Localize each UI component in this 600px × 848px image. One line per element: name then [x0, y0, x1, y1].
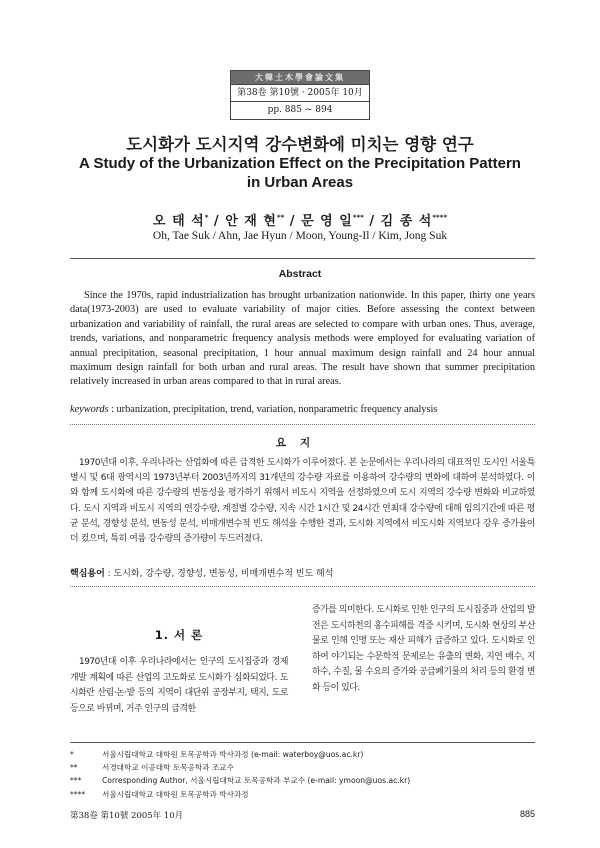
- korean-summary-body: 1970년대 이후, 우리나라는 산업화에 따른 급격한 도시화가 이루어졌다. 본 논문에서는 우리나라의 대표적인 도시인 서울특별시 및 6대 광역시의 1973년부터 2003년까지의 31개년의 강수량 자료를 이용하여 강수량의 변화에 대하여 분석하였다. 이와 함께 도시화에 따른 강수량의 변동성을 평가하기 위해서 비도시 지역을 선정하였으며 도시 지역의 강수량 변화와 비교하였다. 도시 지역과 비도시 지역의 연강수량, 계절별 강수량, 지속 시간 1시간 및 24시간 연최대 강수량에 대해 임의기간에 따른 평균 분석, 경향성 분석, 변동성 분석, 비매개변수적 빈도 해석을 수행한 결과, 도시화 지역에서 비도시화 지역보다 강우 증가율이 더 컸으며, 특히 여름 강수량의 증가량이 두드러졌다.: [70, 458, 535, 545]
- author-name: 김 종 석: [380, 214, 433, 229]
- footnote-mark: ***: [70, 776, 82, 786]
- author-mark: ****: [432, 213, 447, 222]
- paper-title-english: [0, 154, 600, 192]
- footnote-mark: *: [70, 750, 74, 759]
- intro-left-column: 1970년대 이후 우리나라에서는 인구의 도시집중과 경제개발 계획에 따른 산업의 고도화로 도시화가 심화되었다. 도시화란 산림·논·밭 등의 지역이 대단위 공장부지, 택지, 도로 등으로 바뀌며, 거주 인구의 급격한: [70, 657, 288, 714]
- keywords-rule: [70, 424, 535, 425]
- abstract-heading: Abstract: [278, 268, 322, 280]
- footnote-text: Corresponding Author, 서울시립대학교 토목공학과 부교수 (e-mail: ymoon@uos.ac.kr): [102, 776, 411, 786]
- core-keywords-text: : 도시화, 강수량, 경향성, 변동성, 비매개변수적 빈도 해석: [104, 569, 334, 579]
- journal-volume: 第38卷 第10號 · 2005年 10月: [231, 84, 369, 101]
- footnote-mark: ****: [70, 789, 86, 799]
- author-separator: /: [289, 214, 302, 229]
- journal-name: 大韓土木學會論文集: [231, 71, 369, 84]
- keywords: [70, 404, 535, 415]
- paper-title-english-line1: A Study of the Urbanization Effect on the Precipitation Pattern: [79, 155, 521, 172]
- author-separator: /: [369, 214, 381, 229]
- core-keywords-label: 핵심용어: [70, 569, 105, 579]
- footnote-text: 서울시립대학교 대학원 토목공학과 박사과정: [102, 789, 249, 799]
- author-name: 안 재 현: [225, 214, 277, 229]
- author-mark: *: [204, 213, 209, 222]
- author-mark: **: [276, 213, 285, 222]
- footnote: [70, 774, 535, 787]
- keywords-label: keywords: [70, 404, 109, 415]
- footnote-rule: [70, 742, 535, 743]
- paper-title-korean: 도시화가 도시지역 강수변화에 미치는 영향 연구: [126, 135, 474, 154]
- intro-right-column: 증가를 의미한다. 도시화로 인한 인구의 도시집중과 산업의 발전은 도시하천의 홍수피해를 격증 시키며, 도시화 현상의 부산물로 인해 인명 또는 재산 피해가 급증하고 있다. 도시화로 인하여 야기되는 수문학적 문제로는 유출의 변화, 지연 배수, 지하수, 수질, 물 수요의 증가와 공급폐기물의 처리 등의 환경 변화 등이 있다.: [312, 605, 535, 693]
- footnote-text: 서울시립대학교 대학원 토목공학과 박사과정 (e-mail: waterboy@uos.ac.kr): [102, 750, 364, 759]
- authors-korean: [0, 210, 600, 229]
- section-heading: 1. 서 론: [154, 628, 204, 642]
- paper-title-english-line2: in Urban Areas: [246, 174, 354, 191]
- footnotes: [70, 748, 535, 801]
- footnote-text: 서경대학교 이공대학 토목공학과 조교수: [102, 763, 234, 773]
- footnote: [70, 748, 535, 761]
- keywords-text: : urbanization, precipitation, trend, variation, nonparametric frequency analysis: [108, 404, 438, 415]
- journal-info-box: [230, 70, 370, 120]
- footnote-mark: **: [70, 763, 78, 773]
- core-keywords: [70, 566, 535, 579]
- abstract-top-rule: [70, 258, 535, 259]
- author-name: 문 영 일: [301, 214, 353, 229]
- journal-pages: pp. 885 ~ 894: [231, 101, 369, 118]
- author-name: 오 태 석: [152, 214, 205, 229]
- core-keywords-rule: [70, 586, 535, 587]
- page-number: 885: [519, 809, 535, 819]
- authors-english: Oh, Tae Suk / Ahn, Jae Hyun / Moon, Young-Il / Kim, Jong Suk: [152, 230, 448, 242]
- korean-summary-heading: 요지: [275, 437, 325, 449]
- abstract-body: Since the 1970s, rapid industrialization has brought urbanization nationwide. In this paper, thirty one years data(1973-2003) are used to evaluate variability of major cities. Before assessing the context between urbanization and variability of rainfall, the rural areas are selected to compare with urban ones. Thus, average, trends, variations, and nonparametric frequency analysis methods were employed for evaluating variation of annual precipitation, seasonal precipitation, 1 hour annual maximum design rainfall and 24 hour annual maximum design rainfall for both urban and rural areas. The result have shown that summer precipitation relatively increased in urban areas compared to that in rural areas.: [70, 290, 535, 388]
- author-separator: /: [213, 214, 226, 229]
- footnote: [70, 761, 535, 774]
- footnote: [70, 788, 535, 801]
- author-mark: ***: [352, 213, 364, 222]
- footer-journal-issue: 第38卷 第10號 2005年 10月: [70, 811, 184, 821]
